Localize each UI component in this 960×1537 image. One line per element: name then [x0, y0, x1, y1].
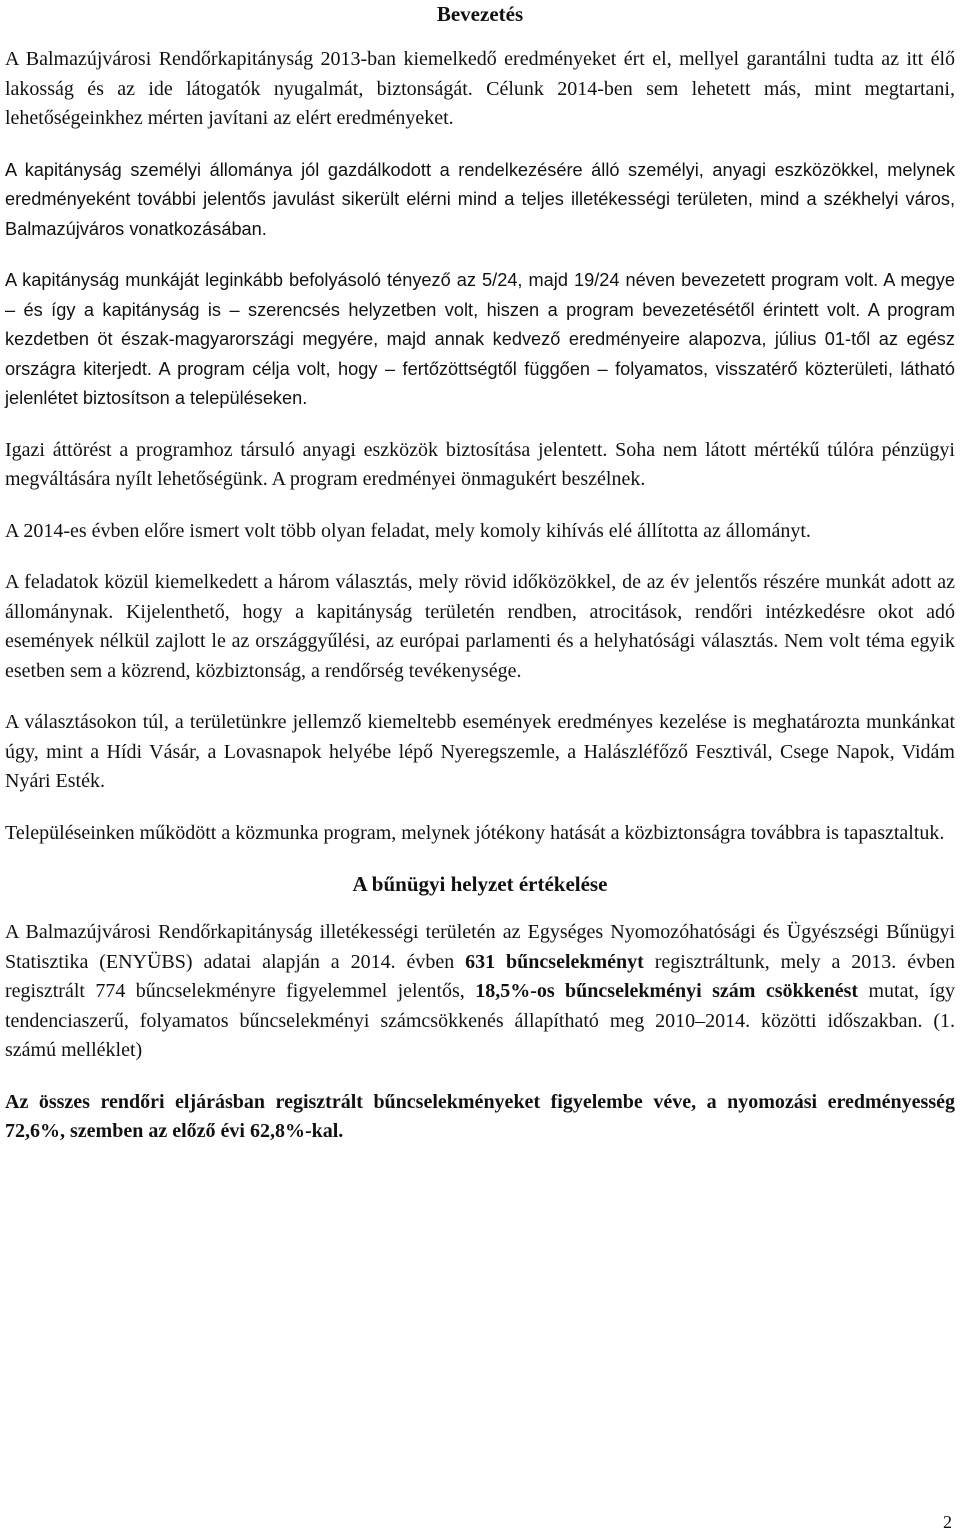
heading-crime-evaluation: A bűnügyi helyzet értékelése — [352, 872, 608, 896]
paragraph-program: A kapitányság munkáját leginkább befolyásoló tényező az 5/24, majd 19/24 néven bevezetett program volt. A megye – és így a kapitányság is – szerencsés helyzetben volt, hiszen a program bevezetésétől érintett volt. A program kezdetben öt észak-magyarországi megyére, majd annak kedvező eredményeire alapozva, július 01-től az egész országra kiterjedt. A program célja volt, hogy – fertőzöttségtől függően – folyamatos, visszatérő közterületi, látható jelenlétet biztosítson a településeken. — [5, 270, 955, 408]
paragraph-crime-stats — [5, 918, 955, 1066]
crime-stats-text-2: regisztráltunk, mely a 2013. évben regisztrált 774 bűncselekményre figyelemmel jelentős, — [5, 950, 955, 1002]
heading-intro: Bevezetés — [436, 2, 524, 26]
document-page — [5, 0, 955, 1169]
crime-count-bold: 631 bűncselekményt — [465, 950, 644, 973]
paragraph-elections: A feladatok közül kiemelkedett a három választás, mely rövid időközökkel, de az év jelentős részére munkát adott az állománynak. Kijelenthető, hogy a kapitányság területén rendben, atrocitások, rendőri intézkedésre okot adó események nélkül zajlott le az országgyűlési, az európai parlamenti és a helyhatósági választás. Nem volt téma egyik esetben sem a közrend, közbiztonság, a rendőrség tevékenysége. — [5, 571, 955, 682]
paragraph-staff: A kapitányság személyi állománya jól gazdálkodott a rendelkezésére álló személyi, anyagi eszközökkel, melynek eredményeként további jelentős javulást sikerült elérni mind a teljes illetékességi területen, mind a székhelyi város, Balmazújváros vonatkozásában. — [5, 159, 955, 239]
paragraph-investigation-efficiency — [5, 1088, 955, 1147]
page-number: 2 — [943, 1512, 952, 1532]
paragraph-intro-1: A Balmazújvárosi Rendőrkapitányság 2013-ban kiemelkedő eredményeket ért el, mellyel garantálni tudta az itt élő lakosság és az ide látogatók nyugalmát, biztonságát. Célunk 2014-ben sem lehetett más, mint megtartani, lehetőségeinkhez mérten javítani az elért eredményeket. — [5, 48, 955, 129]
paragraph-breakthrough: Igazi áttörést a programhoz társuló anyagi eszközök biztosítása jelentett. Soha nem látott mértékű túlóra pénzügyi megváltására nyílt lehetőségünk. A program eredményei önmagukért beszélnek. — [5, 438, 955, 490]
crime-stats-text-1: A Balmazújvárosi Rendőrkapitányság illetékességi területén az Egységes Nyomozóhatósági és Ügyészségi Bűnügyi Statisztika (ENYÜBS) adatai alapján a 2014. évben — [5, 921, 955, 973]
crime-decrease-bold: 18,5%-os bűncselekményi szám csökkenést — [475, 980, 859, 1002]
investigation-efficiency-bold: Az összes rendőri eljárásban regisztrált bűncselekményeket figyelembe véve, a nyomozási eredményesség 72,6%, szemben az előző évi 62,8%-kal. — [5, 1090, 955, 1142]
paragraph-events: A választásokon túl, a területünkre jellemző kiemeltebb események eredményes kezelése is meghatározta munkánkat úgy, mint a Hídi Vásár, a Lovasnapok helyébe lépő Nyeregszemle, a Halászléfőző Fesztivál, Csege Napok, Vidám Nyári Esték. — [5, 711, 955, 792]
paragraph-2014-tasks: A 2014-es évben előre ismert volt több olyan feladat, mely komoly kihívás elé állította az állományt. — [5, 519, 811, 542]
crime-stats-text-3: mutat, így tendenciaszerű, folyamatos bűncselekményi számcsökkenés állapítható meg 2010–2014. közötti időszakban. (1. számú melléklet) — [5, 980, 956, 1061]
paragraph-public-work: Településeinken működött a közmunka program, melynek jótékony hatását a közbiztonságra továbbra is tapasztaltuk. — [5, 821, 945, 844]
